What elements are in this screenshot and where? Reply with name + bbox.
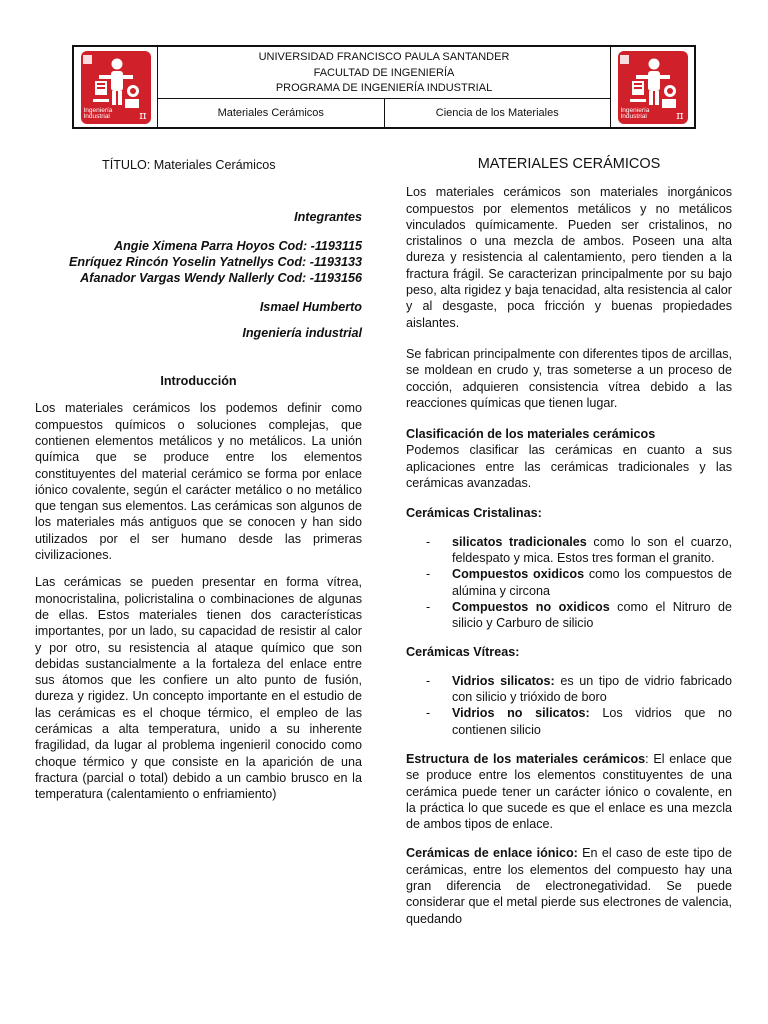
industrial-engineering-logo [81, 51, 151, 124]
member-item: Enríquez Rincón Yoselin Yatnellys Cod: -1193133 [68, 254, 362, 269]
faculty-name: FACULTAD DE INGENIERÍA [313, 66, 455, 79]
list-item-bold: Vidrios no silicatos: [452, 706, 590, 721]
logo-caption [84, 108, 113, 121]
ceramics-paragraph-1: Los materiales cerámicos son materiales inorgánicos compuestos por elementos metálicos y no metálicos vinculados químicamente. Pueden ser cristalinos, no cristalinos o una mezcla de ambos. Poseen una alta dureza y resistencia al calentamiento, pero tienden a la fractura frágil. Se caracterizan principalmente por su bajo peso, alta rigidez y baja tenacidad, alta resistencia al calor y al desgaste, poca fricción y buenas propiedades aislantes. [406, 185, 732, 330]
crystalline-heading [406, 505, 732, 521]
ceramics-paragraph-2: Se fabrican principalmente con diferentes tipos de arcillas, se moldean en crudo y, tras someterse a un proceso de cocción, adquieren consistencia vítrea debido a las reacciones químicas que tienen lugar. [406, 346, 732, 410]
vitreous-heading-text: Cerámicas Vítreas: [406, 645, 520, 660]
member-item: Angie Ximena Parra Hoyos Cod: -1193115 [113, 238, 362, 253]
list-item-text: es un tipo de vidrio fabricado con silicio y trióxido de boro [452, 673, 732, 705]
header-titles [158, 47, 610, 99]
program-name: PROGRAMA DE INGENIERÍA INDUSTRIAL [275, 82, 493, 94]
members-label: Integrantes [294, 210, 362, 225]
members-list [35, 238, 362, 287]
list-item [406, 599, 732, 632]
intro-paragraph-1: Los materiales cerámicos los podemos definir como compuestos químicos o soluciones complejas, que contienen elementos metálicos y no metálicos. La unión química que se produce entre los elementos constituyentes del material cerámico se forma por enlace iónico covalente, según el carácter metálico o no metálico que tengan sus elementos. Las cerámicas son algunos de los materiales más antiguos que se conocen y han sido utilizados por el ser humano desde las primeras civilizaciones. [35, 401, 362, 563]
teacher-name: Ismael Humberto [259, 300, 362, 315]
ionic-heading: Cerámicas de enlace iónico: [406, 846, 578, 861]
subject-left: Materiales Cerámicos [158, 99, 385, 127]
section-heading: MATERIALES CERÁMICOS [477, 156, 661, 172]
list-item-text: Los vidrios que no contienen silicio [452, 706, 732, 737]
list-item-text: como lo son el cuarzo, feldespato y mica. Estos tres forman el granito. [452, 534, 733, 565]
classification-heading: Clasificación de los materiales cerámicos [406, 427, 656, 442]
crystalline-list [406, 534, 732, 632]
list-item-bold: Vidrios silicatos: [452, 673, 555, 688]
ionic-text: En el caso de este tipo de cerámicas, entre los elementos del compuesto hay una gran diferencia de electronegatividad. Se puede considerar que el metal pierde sus electrones de valencia, quedando [406, 846, 732, 926]
intro-paragraph-2: Las cerámicas se pueden presentar en forma vítrea, monocristalina, policristalina o combinaciones de algunas de ellas. Estos materiales tienen dos características importantes, por un lado, su capacidad de resistir al calor y por otro, su resistencia al ataque químico que son debidas sustancialmente a la fortaleza del enlace entre sus átomos que les confiere un alto punto de fusión, dureza y rigidez. Un concepto importante en el estudio de las cerámicas es el choque térmico, el empleo de las cerámicas a alta temperatura, unido a su inherente fragilidad, da lugar al problema ingenieril conocido como choque térmico y que consiste en la aparición de una fractura (parcial o total) debido a un cambio brusco en la temperatura (calentamiento o enfriamiento) [35, 575, 362, 802]
list-item-text: como el Nitruro de silicio y Carburo de silicio [452, 599, 732, 631]
logo-caption-line-2: Industrial [83, 113, 110, 120]
crystalline-heading-text: Cerámicas Cristalinas: [406, 506, 542, 521]
list-item [406, 705, 732, 738]
list-item [406, 566, 732, 599]
structure-text: : El enlace que se produce entre los elementos constituyentes de una cerámica puede tener un carácter iónico o covalente, en la práctica lo que sucede es que el enlace es una mezcla de ambos tipos de enlace. [406, 751, 732, 832]
vitreous-list [406, 673, 732, 738]
structure-heading: Estructura de los materiales cerámicos [406, 751, 646, 766]
ionic-paragraph [406, 845, 732, 926]
subject-right: Ciencia de los Materiales [435, 107, 559, 119]
header-logo-cell-right [610, 47, 694, 127]
list-item-bold: Compuestos oxidicos [452, 567, 585, 582]
structure-paragraph [406, 751, 732, 832]
list-item-text: como los compuestos de alúmina y circona [452, 567, 732, 598]
pi-icon: π [139, 108, 147, 122]
classification-paragraph [406, 426, 732, 491]
header-logo-cell-left [74, 47, 158, 127]
document-header [72, 45, 696, 129]
intro-heading: Introducción [160, 374, 237, 389]
list-item [406, 673, 732, 706]
header-subjects [158, 99, 610, 127]
vitreous-heading [406, 644, 732, 660]
right-column [406, 150, 732, 927]
member-item: Afanador Vargas Wendy Nallerly Cod: -1193156 [80, 271, 362, 286]
header-center [158, 47, 610, 127]
list-item [406, 534, 732, 567]
document-title: TÍTULO: Materiales Cerámicos [102, 158, 276, 172]
pi-icon: π [676, 108, 684, 122]
logo-caption-line-1: Ingeniería [83, 106, 113, 114]
industrial-engineering-logo [618, 51, 688, 124]
left-column [35, 150, 362, 803]
logo-caption [621, 108, 650, 121]
classification-text: Podemos clasificar las cerámicas en cuanto a sus aplicaciones entre las cerámicas tradicionales y las cerámicas avanzadas. [406, 443, 732, 491]
list-item-bold: Compuestos no oxidicos [452, 599, 610, 614]
university-name: UNIVERSIDAD FRANCISCO PAULA SANTANDER [258, 51, 510, 63]
logo-caption-line-2: Industrial [620, 113, 647, 120]
list-item-bold: silicatos tradicionales [452, 534, 587, 549]
logo-caption-line-1: Ingeniería [620, 106, 650, 114]
career-name: Ingeniería industrial [242, 325, 362, 340]
